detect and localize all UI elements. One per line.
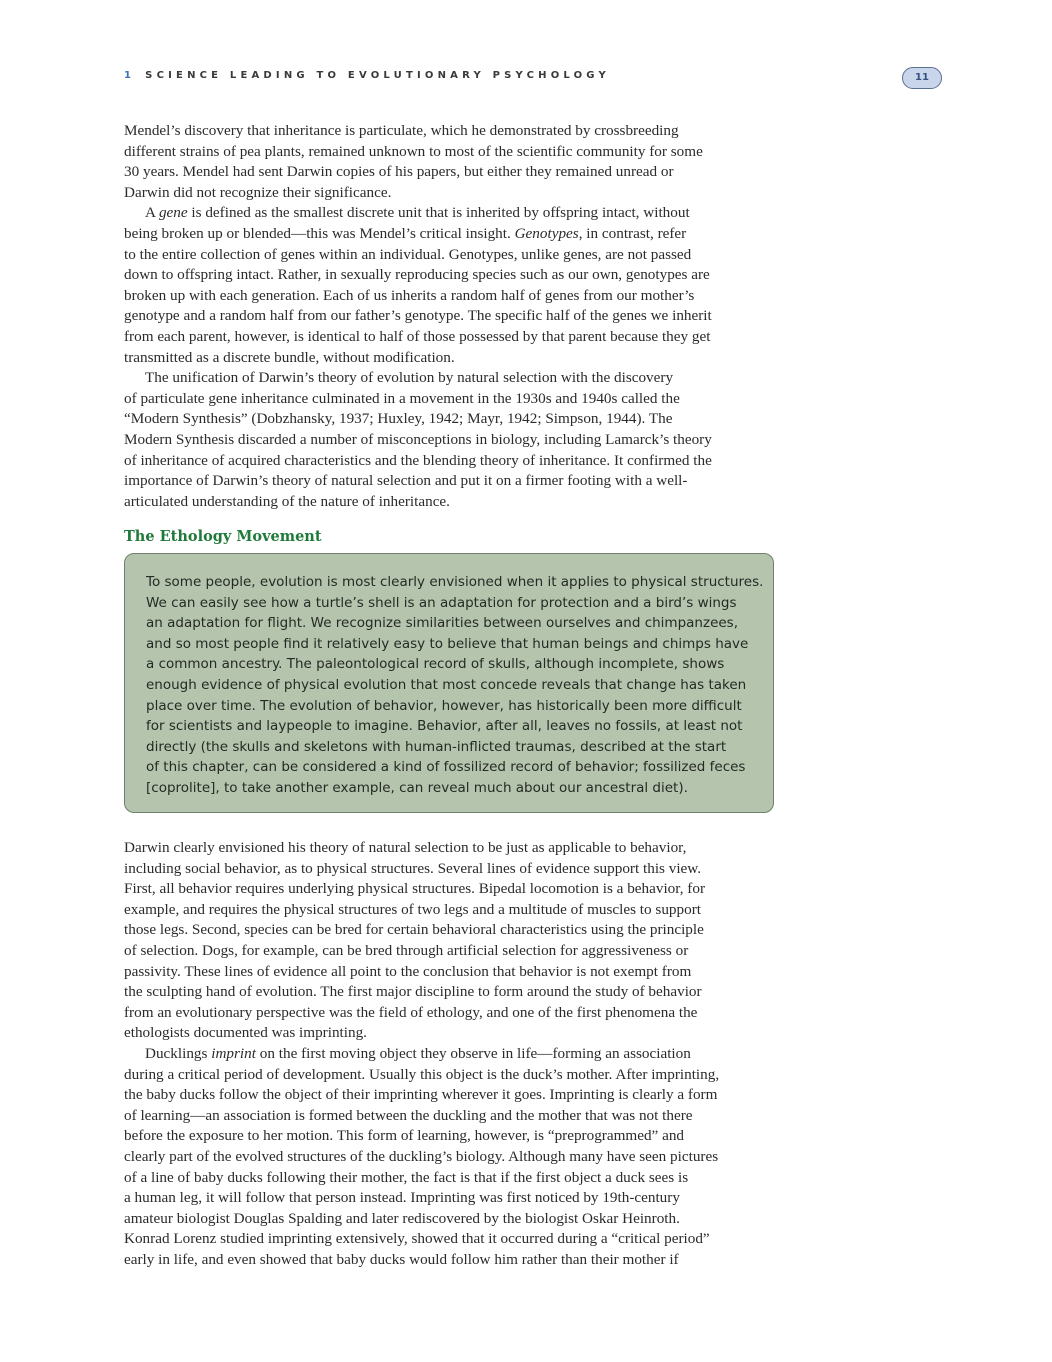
chapter-number: 1 [124, 70, 136, 81]
text-line: being broken up or blended—this was Mendel’s critical insight. Genotypes, in contrast, refer [124, 224, 687, 242]
text-line: “Modern Synthesis” (Dobzhansky, 1937; Huxley, 1942; Mayr, 1942; Simpson, 1944). The [124, 410, 673, 428]
text-line: First, all behavior requires underlying physical structures. Bipedal locomotion is a behavior, for [124, 880, 706, 898]
paragraph [124, 368, 774, 512]
chapter-title: SCIENCE LEADING TO EVOLUTIONARY PSYCHOLOGY [145, 70, 610, 81]
text-line: The unification of Darwin’s theory of evolution by natural selection with the discovery [145, 369, 674, 387]
text-line: Mendel’s discovery that inheritance is particulate, which he demonstrated by crossbreeding [124, 122, 679, 139]
callout-box [124, 553, 774, 813]
paragraph [124, 838, 774, 1044]
text-line: A gene is defined as the smallest discrete unit that is inherited by offspring intact, without [145, 204, 690, 222]
text-line: Darwin did not recognize their significance. [124, 183, 392, 201]
text-line: 30 years. Mendel had sent Darwin copies of his papers, but either they remained unread or [124, 163, 674, 181]
section-heading: The Ethology Movement [124, 528, 322, 545]
paragraph [124, 121, 774, 203]
text-line: from each parent, however, is identical to half of those possessed by that parent because they get [124, 327, 711, 345]
text-line: of inheritance of acquired characteristics and the blending theory of inheritance. It confirmed the [124, 451, 712, 469]
text-line: during a critical period of development. Usually this object is the duck’s mother. After imprinting, [124, 1065, 720, 1083]
text-line: before the exposure to her motion. This form of learning, however, is “preprogrammed” and [124, 1127, 685, 1145]
callout-line: an adaptation for flight. We recognize similarities between ourselves and chimpanzees, [146, 615, 739, 632]
callout-line: of this chapter, can be considered a kind of fossilized record of behavior; fossilized feces [146, 759, 746, 776]
page-number-badge: 11 [902, 67, 942, 89]
running-head [124, 70, 610, 81]
text-line: broken up with each generation. Each of us inherits a random half of genes from our mother’s [124, 286, 695, 304]
paragraph [124, 203, 774, 368]
callout-line: a common ancestry. The paleontological record of skulls, although incomplete, shows [146, 656, 725, 673]
text-line: Darwin clearly envisioned his theory of natural selection to be just as applicable to behavior, [124, 839, 687, 856]
text-line: amateur biologist Douglas Spalding and later rediscovered by the biologist Oskar Heinroth. [124, 1209, 680, 1227]
text-line: articulated understanding of the nature of inheritance. [124, 492, 450, 510]
text-line: transmitted as a discrete bundle, without modification. [124, 348, 455, 366]
text-line: genotype and a random half from our father’s genotype. The specific half of the genes we inherit [124, 307, 712, 325]
text-line: clearly part of the evolved structures of the duckling’s biology. Although many have seen pictures [124, 1147, 719, 1165]
text-line: importance of Darwin’s theory of natural selection and put it on a firmer footing with a well- [124, 472, 688, 490]
text-line: of a line of baby ducks following their mother, the fact is that if the first object a duck sees is [124, 1168, 689, 1186]
callout-line: and so most people find it relatively easy to believe that human beings and chimps have [146, 635, 749, 652]
callout-line: place over time. The evolution of behavior, however, has historically been more difficult [146, 697, 742, 714]
text-line: example, and requires the physical structures of two legs and a multitude of muscles to support [124, 900, 701, 918]
text-line: passivity. These lines of evidence all point to the conclusion that behavior is not exempt from [124, 962, 692, 980]
text-line: Konrad Lorenz studied imprinting extensively, showed that it occurred during a “critical period” [124, 1230, 710, 1248]
callout-line: for scientists and laypeople to imagine. Behavior, after all, leaves no fossils, at least not [146, 718, 743, 735]
text-line: a human leg, it will follow that person instead. Imprinting was first noticed by 19th-century [124, 1189, 680, 1207]
callout-line: enough evidence of physical evolution that most concede reveals that change has taken [146, 676, 747, 693]
text-line: from an evolutionary perspective was the field of ethology, and one of the first phenomena the [124, 1003, 698, 1021]
callout-line: directly (the skulls and skeletons with human-inflicted traumas, described at the start [146, 738, 727, 755]
callout-line: We can easily see how a turtle’s shell is an adaptation for protection and a bird’s wings [146, 594, 737, 611]
text-line: of selection. Dogs, for example, can be bred through artificial selection for aggressiveness or [124, 941, 689, 959]
text-line: of particulate gene inheritance culminated in a movement in the 1930s and 1940s called the [124, 389, 680, 407]
text-line: Modern Synthesis discarded a number of misconceptions in biology, including Lamarck’s theory [124, 430, 712, 448]
text-line: to the entire collection of genes within an individual. Genotypes, unlike genes, are not passed [124, 245, 692, 263]
text-line: the baby ducks follow the object of their imprinting wherever it goes. Imprinting is clearly a form [124, 1086, 718, 1104]
text-line: of learning—an association is formed between the duckling and the mother that was not there [124, 1106, 693, 1124]
text-line: including social behavior, as to physical structures. Several lines of evidence support this view. [124, 859, 702, 877]
text-line: different strains of pea plants, remained unknown to most of the scientific community for some [124, 142, 703, 160]
paragraph [124, 1044, 774, 1271]
callout-line: [coprolite], to take another example, can reveal much about our ancestral diet). [146, 779, 688, 796]
callout-line: To some people, evolution is most clearly envisioned when it applies to physical structures. [146, 574, 764, 590]
text-line: the sculpting hand of evolution. The first major discipline to form around the study of behavior [124, 983, 702, 1001]
text-line: down to offspring intact. Rather, in sexually reproducing species such as our own, genotypes are [124, 266, 710, 284]
text-line: those legs. Second, species can be bred for certain behavioral characteristics using the principle [124, 921, 704, 939]
body-text-top [124, 121, 774, 512]
text-line: Ducklings imprint on the first moving object they observe in life—forming an association [145, 1044, 691, 1062]
text-line: early in life, and even showed that baby ducks would follow him rather than their mother if [124, 1250, 679, 1268]
text-line: ethologists documented was imprinting. [124, 1024, 367, 1042]
callout-text [146, 572, 764, 799]
body-text-bottom [124, 838, 774, 1270]
